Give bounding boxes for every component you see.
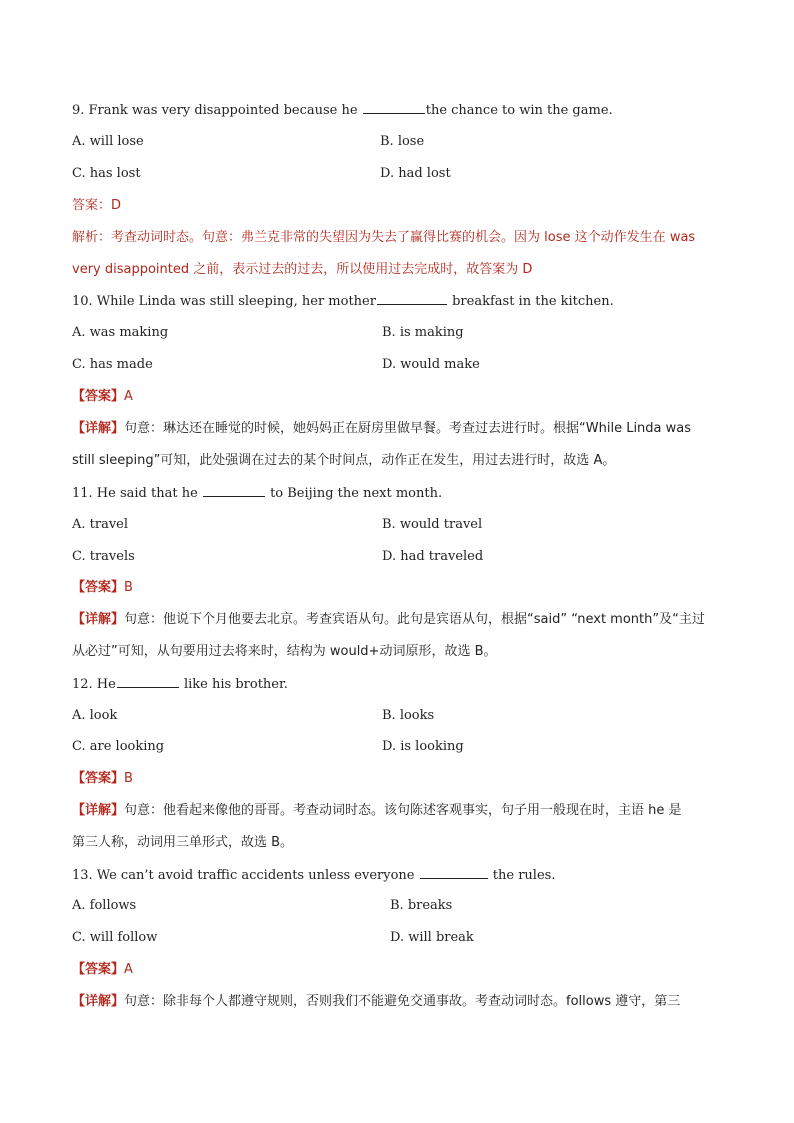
question-9-option-c: C. has lost bbox=[72, 166, 141, 181]
question-9-answer: 答案：D bbox=[72, 198, 122, 213]
question-13-option-b: B. breaks bbox=[390, 898, 453, 913]
answer-blank bbox=[117, 675, 179, 688]
question-12-option-b: B. looks bbox=[382, 708, 435, 723]
question-9-explanation-line2: very disappointed 之前，表示过去的过去，所以使用过去完成时，故答案为 D bbox=[72, 262, 533, 277]
question-11-stem: 11. He said that he to Beijing the next month. bbox=[72, 486, 443, 501]
question-12-explanation-line1: 【详解】句意：他看起来像他的哥哥。考查动词时态。该句陈述客观事实，句子用一般现在时，主语 he 是 bbox=[72, 803, 682, 818]
answer-blank bbox=[377, 292, 447, 305]
question-13-option-c: C. will follow bbox=[72, 930, 158, 945]
question-13-stem: 13. We can’t avoid traffic accidents unless everyone the rules. bbox=[72, 868, 556, 883]
question-11-explanation-line1: 【详解】句意：他说下个月他要去北京。考查宾语从句。此句是宾语从句，根据“said” “next month”及“主过 bbox=[72, 612, 705, 627]
question-10-answer: 【答案】A bbox=[72, 389, 133, 404]
question-10-explanation-line2: still sleeping”可知，此处强调在过去的某个时间点，动作正在发生，用过去进行时，故选 A。 bbox=[72, 453, 616, 468]
question-10-option-c: C. has made bbox=[72, 357, 153, 372]
question-12-explanation-line2: 第三人称，动词用三单形式，故选 B。 bbox=[72, 835, 294, 850]
question-11-option-d: D. had traveled bbox=[382, 549, 484, 564]
question-9-option-a: A. will lose bbox=[72, 134, 144, 149]
question-12-option-c: C. are looking bbox=[72, 739, 165, 754]
question-12-answer: 【答案】B bbox=[72, 771, 133, 786]
question-10-option-a: A. was making bbox=[72, 325, 169, 340]
question-9-option-d: D. had lost bbox=[380, 166, 451, 181]
question-10-option-b: B. is making bbox=[382, 325, 464, 340]
question-12-option-d: D. is looking bbox=[382, 739, 464, 754]
question-13-option-a: A. follows bbox=[72, 898, 137, 913]
question-11-explanation-line2: 从必过”可知，从句要用过去将来时，结构为 would+动词原形，故选 B。 bbox=[72, 644, 497, 659]
question-13-option-d: D. will break bbox=[390, 930, 474, 945]
question-10-stem: 10. While Linda was still sleeping, her mother breakfast in the kitchen. bbox=[72, 294, 614, 309]
question-9-option-b: B. lose bbox=[380, 134, 425, 149]
question-13-explanation-line1: 【详解】句意：除非每个人都遵守规则，否则我们不能避免交通事故。考查动词时态。follows 遵守，第三 bbox=[72, 994, 681, 1009]
question-11-answer: 【答案】B bbox=[72, 580, 133, 595]
question-12-option-a: A. look bbox=[72, 708, 118, 723]
question-10-explanation-line1: 【详解】句意：琳达还在睡觉的时候，她妈妈正在厨房里做早餐。考查过去进行时。根据“While Linda was bbox=[72, 421, 692, 436]
question-9-stem: 9. Frank was very disappointed because he the chance to win the game. bbox=[72, 103, 613, 118]
question-13-answer: 【答案】A bbox=[72, 962, 133, 977]
question-12-stem: 12. He like his brother. bbox=[72, 677, 288, 692]
answer-blank bbox=[363, 101, 425, 114]
question-11-option-b: B. would travel bbox=[382, 517, 483, 532]
question-9-explanation-line1: 解析：考查动词时态。句意：弗兰克非常的失望因为失去了赢得比赛的机会。因为 lose 这个动作发生在 was bbox=[72, 230, 696, 245]
answer-blank bbox=[203, 484, 265, 497]
question-10-option-d: D. would make bbox=[382, 357, 480, 372]
question-11-option-c: C. travels bbox=[72, 549, 135, 564]
question-11-option-a: A. travel bbox=[72, 517, 129, 532]
answer-blank bbox=[420, 866, 488, 879]
